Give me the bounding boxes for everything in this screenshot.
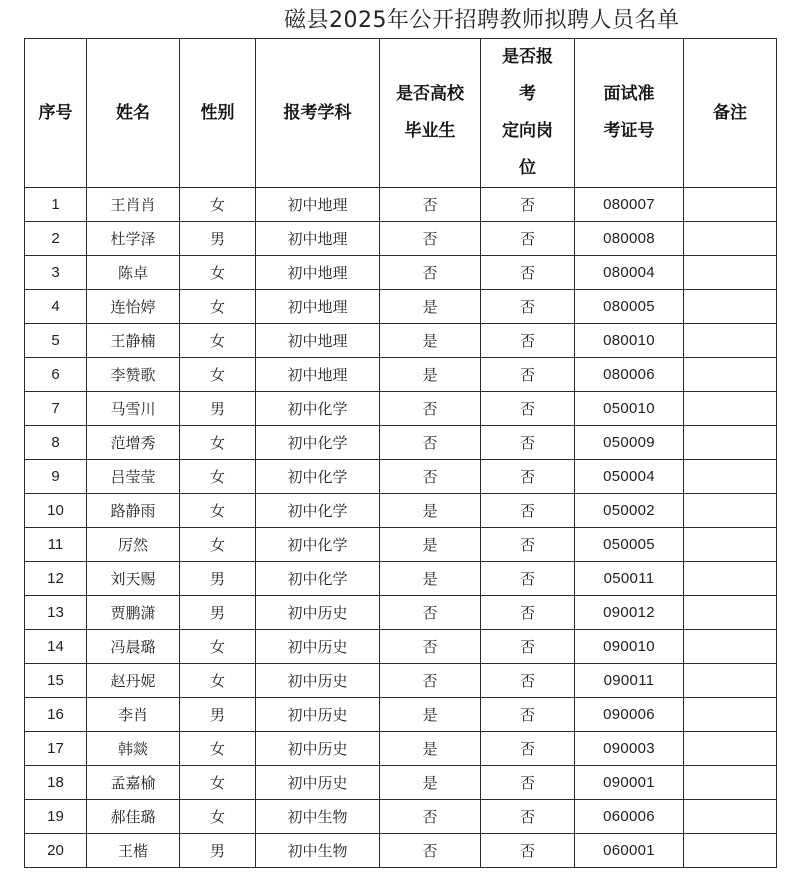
cell-targeted: 否 — [481, 664, 575, 698]
cell-subject: 初中地理 — [256, 290, 380, 324]
cell-subject: 初中历史 — [256, 698, 380, 732]
cell-subject: 初中历史 — [256, 732, 380, 766]
cell-seq: 10 — [25, 494, 87, 528]
cell-gender: 男 — [180, 698, 256, 732]
cell-remarks — [684, 528, 777, 562]
cell-subject: 初中地理 — [256, 256, 380, 290]
header-gender: 性别 — [180, 39, 256, 188]
cell-ticket: 090001 — [575, 766, 684, 800]
cell-targeted: 否 — [481, 596, 575, 630]
cell-subject: 初中地理 — [256, 188, 380, 222]
cell-ticket: 090010 — [575, 630, 684, 664]
roster-body — [25, 188, 777, 868]
cell-seq: 15 — [25, 664, 87, 698]
cell-gender: 女 — [180, 528, 256, 562]
cell-remarks — [684, 460, 777, 494]
header-ticket-line: 考证号 — [603, 121, 655, 141]
table-row — [25, 834, 777, 868]
cell-targeted: 否 — [481, 732, 575, 766]
table-row — [25, 596, 777, 630]
cell-ticket: 090006 — [575, 698, 684, 732]
header-ticket — [575, 39, 684, 188]
cell-gender: 女 — [180, 188, 256, 222]
table-row — [25, 494, 777, 528]
cell-name: 杜学泽 — [87, 222, 180, 256]
header-targeted-line: 位 — [519, 158, 536, 178]
cell-remarks — [684, 392, 777, 426]
cell-targeted: 否 — [481, 562, 575, 596]
cell-remarks — [684, 766, 777, 800]
cell-graduate: 是 — [380, 290, 481, 324]
roster-table — [24, 38, 777, 868]
cell-graduate: 是 — [380, 698, 481, 732]
cell-ticket: 090003 — [575, 732, 684, 766]
cell-targeted: 否 — [481, 800, 575, 834]
cell-targeted: 否 — [481, 222, 575, 256]
cell-targeted: 否 — [481, 358, 575, 392]
table-row — [25, 358, 777, 392]
cell-subject: 初中生物 — [256, 834, 380, 868]
cell-seq: 2 — [25, 222, 87, 256]
header-name: 姓名 — [87, 39, 180, 188]
cell-ticket: 080006 — [575, 358, 684, 392]
cell-gender: 男 — [180, 834, 256, 868]
cell-ticket: 080008 — [575, 222, 684, 256]
table-row — [25, 800, 777, 834]
cell-seq: 9 — [25, 460, 87, 494]
cell-remarks — [684, 562, 777, 596]
cell-remarks — [684, 290, 777, 324]
cell-remarks — [684, 834, 777, 868]
cell-ticket: 050005 — [575, 528, 684, 562]
cell-name: 陈卓 — [87, 256, 180, 290]
table-row — [25, 562, 777, 596]
cell-subject: 初中历史 — [256, 630, 380, 664]
cell-targeted: 否 — [481, 494, 575, 528]
cell-ticket: 050004 — [575, 460, 684, 494]
cell-remarks — [684, 732, 777, 766]
cell-graduate: 是 — [380, 528, 481, 562]
cell-gender: 女 — [180, 426, 256, 460]
cell-name: 赵丹妮 — [87, 664, 180, 698]
cell-name: 韩燚 — [87, 732, 180, 766]
table-row — [25, 256, 777, 290]
table-row — [25, 290, 777, 324]
cell-gender: 女 — [180, 358, 256, 392]
cell-name: 王静楠 — [87, 324, 180, 358]
cell-ticket: 090012 — [575, 596, 684, 630]
cell-seq: 20 — [25, 834, 87, 868]
header-row — [25, 39, 777, 188]
cell-subject: 初中历史 — [256, 766, 380, 800]
cell-name: 王楷 — [87, 834, 180, 868]
cell-subject: 初中化学 — [256, 426, 380, 460]
cell-graduate: 否 — [380, 188, 481, 222]
page-title: 磁县2025年公开招聘教师拟聘人员名单 — [284, 8, 680, 33]
cell-graduate: 否 — [380, 800, 481, 834]
cell-graduate: 否 — [380, 664, 481, 698]
cell-targeted: 否 — [481, 460, 575, 494]
header-subject: 报考学科 — [256, 39, 380, 188]
cell-subject: 初中化学 — [256, 460, 380, 494]
cell-subject: 初中地理 — [256, 358, 380, 392]
cell-seq: 17 — [25, 732, 87, 766]
cell-seq: 11 — [25, 528, 87, 562]
header-graduate-line: 是否高校 — [396, 84, 464, 104]
cell-subject: 初中历史 — [256, 596, 380, 630]
cell-ticket: 060001 — [575, 834, 684, 868]
cell-graduate: 否 — [380, 426, 481, 460]
cell-seq: 13 — [25, 596, 87, 630]
header-remarks: 备注 — [684, 39, 777, 188]
cell-gender: 女 — [180, 290, 256, 324]
cell-remarks — [684, 630, 777, 664]
cell-graduate: 否 — [380, 222, 481, 256]
cell-gender: 女 — [180, 630, 256, 664]
cell-gender: 女 — [180, 664, 256, 698]
cell-subject: 初中地理 — [256, 222, 380, 256]
cell-ticket: 080004 — [575, 256, 684, 290]
cell-seq: 16 — [25, 698, 87, 732]
cell-targeted: 否 — [481, 698, 575, 732]
cell-remarks — [684, 222, 777, 256]
cell-targeted: 否 — [481, 188, 575, 222]
header-targeted-line: 定向岗 — [502, 121, 553, 141]
table-row — [25, 766, 777, 800]
cell-remarks — [684, 426, 777, 460]
cell-seq: 14 — [25, 630, 87, 664]
cell-subject: 初中化学 — [256, 494, 380, 528]
cell-gender: 女 — [180, 324, 256, 358]
cell-targeted: 否 — [481, 392, 575, 426]
cell-ticket: 090011 — [575, 664, 684, 698]
cell-remarks — [684, 256, 777, 290]
table-row — [25, 630, 777, 664]
cell-gender: 男 — [180, 562, 256, 596]
cell-name: 贾鹏潇 — [87, 596, 180, 630]
cell-subject: 初中生物 — [256, 800, 380, 834]
cell-graduate: 否 — [380, 392, 481, 426]
header-targeted-line: 考 — [519, 84, 536, 104]
cell-ticket: 080010 — [575, 324, 684, 358]
cell-remarks — [684, 664, 777, 698]
cell-remarks — [684, 698, 777, 732]
cell-gender: 女 — [180, 766, 256, 800]
cell-remarks — [684, 358, 777, 392]
cell-subject: 初中历史 — [256, 664, 380, 698]
header-graduate-line: 毕业生 — [404, 121, 456, 141]
header-graduate — [380, 39, 481, 188]
cell-name: 马雪川 — [87, 392, 180, 426]
cell-ticket: 050011 — [575, 562, 684, 596]
cell-targeted: 否 — [481, 290, 575, 324]
cell-gender: 男 — [180, 596, 256, 630]
cell-name: 路静雨 — [87, 494, 180, 528]
cell-targeted: 否 — [481, 834, 575, 868]
cell-ticket: 080005 — [575, 290, 684, 324]
cell-seq: 5 — [25, 324, 87, 358]
table-row — [25, 324, 777, 358]
cell-name: 孟嘉榆 — [87, 766, 180, 800]
cell-graduate: 是 — [380, 562, 481, 596]
cell-name: 冯晨璐 — [87, 630, 180, 664]
header-targeted-line: 是否报 — [502, 47, 553, 67]
table-row — [25, 528, 777, 562]
cell-graduate: 否 — [380, 460, 481, 494]
table-row — [25, 188, 777, 222]
cell-seq: 6 — [25, 358, 87, 392]
cell-ticket: 060006 — [575, 800, 684, 834]
cell-remarks — [684, 596, 777, 630]
cell-remarks — [684, 800, 777, 834]
cell-targeted: 否 — [481, 426, 575, 460]
cell-ticket: 050009 — [575, 426, 684, 460]
cell-targeted: 否 — [481, 256, 575, 290]
table-row — [25, 460, 777, 494]
cell-seq: 19 — [25, 800, 87, 834]
cell-subject: 初中化学 — [256, 392, 380, 426]
cell-targeted: 否 — [481, 630, 575, 664]
cell-name: 郝佳璐 — [87, 800, 180, 834]
cell-graduate: 是 — [380, 324, 481, 358]
cell-gender: 女 — [180, 494, 256, 528]
cell-graduate: 是 — [380, 358, 481, 392]
header-seq: 序号 — [25, 39, 87, 188]
cell-seq: 8 — [25, 426, 87, 460]
cell-remarks — [684, 324, 777, 358]
table-row — [25, 222, 777, 256]
cell-graduate: 否 — [380, 256, 481, 290]
cell-seq: 3 — [25, 256, 87, 290]
table-row — [25, 732, 777, 766]
cell-graduate: 是 — [380, 766, 481, 800]
cell-name: 吕莹莹 — [87, 460, 180, 494]
cell-name: 连怡婷 — [87, 290, 180, 324]
cell-name: 李赞歌 — [87, 358, 180, 392]
table-row — [25, 664, 777, 698]
cell-targeted: 否 — [481, 766, 575, 800]
cell-graduate: 否 — [380, 596, 481, 630]
cell-seq: 18 — [25, 766, 87, 800]
cell-name: 范增秀 — [87, 426, 180, 460]
cell-targeted: 否 — [481, 528, 575, 562]
cell-ticket: 050010 — [575, 392, 684, 426]
cell-seq: 4 — [25, 290, 87, 324]
cell-remarks — [684, 494, 777, 528]
cell-gender: 女 — [180, 800, 256, 834]
cell-seq: 7 — [25, 392, 87, 426]
cell-gender: 男 — [180, 392, 256, 426]
header-ticket-line: 面试准 — [603, 84, 655, 104]
cell-gender: 男 — [180, 222, 256, 256]
cell-ticket: 050002 — [575, 494, 684, 528]
cell-graduate: 是 — [380, 732, 481, 766]
cell-gender: 女 — [180, 732, 256, 766]
cell-graduate: 否 — [380, 630, 481, 664]
cell-subject: 初中化学 — [256, 562, 380, 596]
table-row — [25, 426, 777, 460]
header-targeted — [481, 39, 575, 188]
cell-name: 王肖肖 — [87, 188, 180, 222]
table-row — [25, 392, 777, 426]
cell-gender: 女 — [180, 460, 256, 494]
cell-subject: 初中化学 — [256, 528, 380, 562]
cell-graduate: 否 — [380, 834, 481, 868]
cell-subject: 初中地理 — [256, 324, 380, 358]
cell-graduate: 是 — [380, 494, 481, 528]
cell-name: 厉然 — [87, 528, 180, 562]
cell-ticket: 080007 — [575, 188, 684, 222]
cell-remarks — [684, 188, 777, 222]
cell-name: 李肖 — [87, 698, 180, 732]
cell-name: 刘天赐 — [87, 562, 180, 596]
table-row — [25, 698, 777, 732]
cell-gender: 女 — [180, 256, 256, 290]
cell-targeted: 否 — [481, 324, 575, 358]
cell-seq: 12 — [25, 562, 87, 596]
cell-seq: 1 — [25, 188, 87, 222]
